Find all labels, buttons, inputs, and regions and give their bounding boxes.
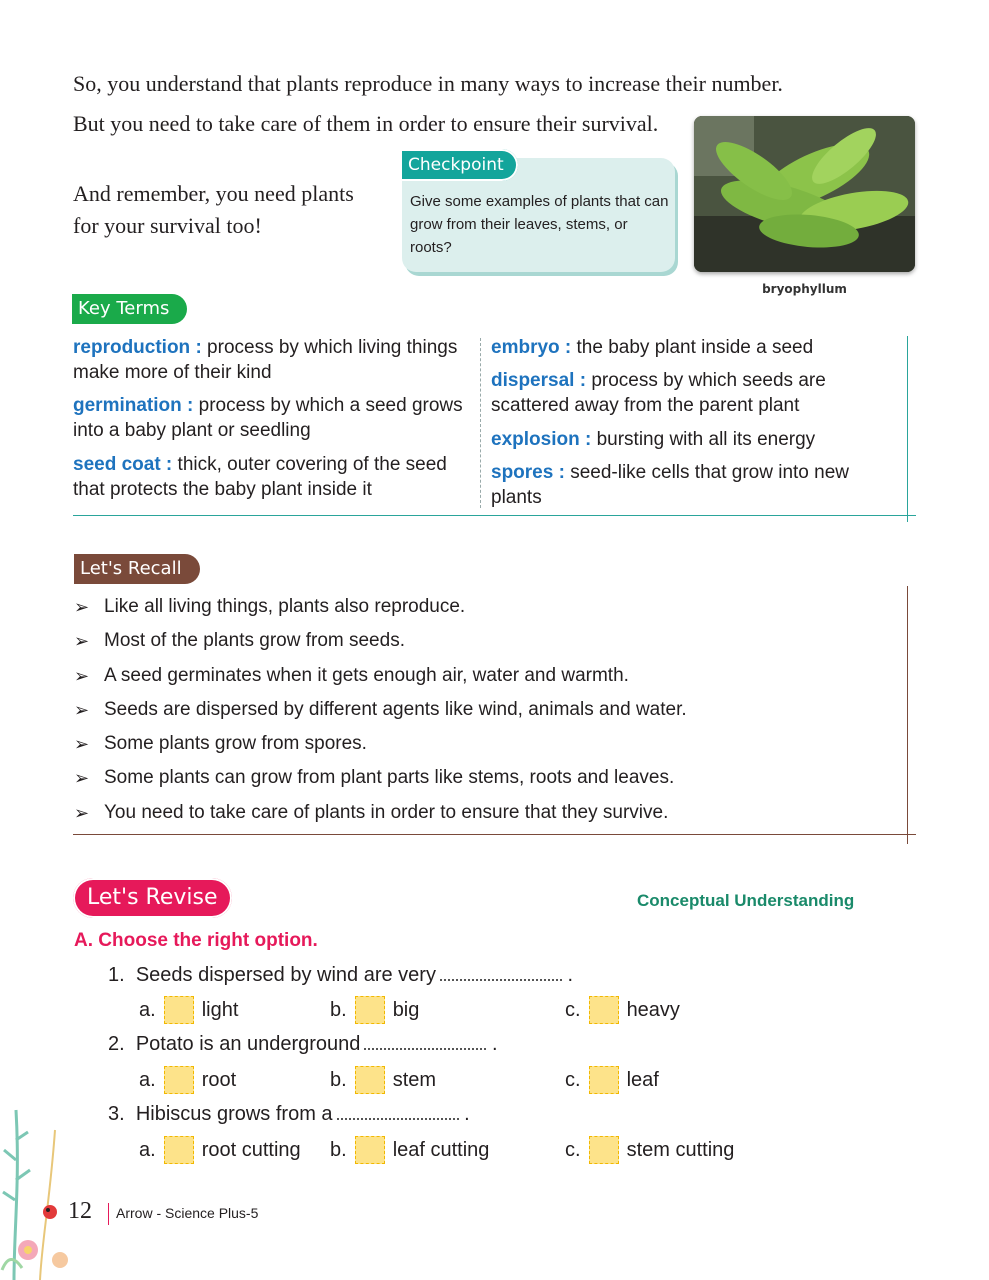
arrow-bullet-icon: ➢ bbox=[74, 734, 90, 755]
list-item: ➢ A seed germinates when it gets enough air, water and warmth. bbox=[74, 664, 629, 686]
recall-label: Let's Recall bbox=[74, 554, 200, 584]
recall-border-right bbox=[907, 586, 908, 844]
checkbox[interactable] bbox=[355, 996, 385, 1024]
key-term-reproduction: reproduction : process by which living things make more of their kind bbox=[73, 337, 458, 383]
intro-line-3: And remember, you need plants for your survival too! bbox=[73, 181, 354, 238]
recall-border-bottom bbox=[73, 834, 916, 835]
key-terms-border-bottom bbox=[73, 515, 916, 516]
recall-list bbox=[74, 596, 874, 836]
checkpoint-label: Checkpoint bbox=[400, 149, 518, 181]
category-label: Conceptual Understanding bbox=[637, 891, 855, 910]
list-item: ➢ You need to take care of plants in order to ensure that they survive. bbox=[74, 801, 669, 823]
bryophyllum-photo bbox=[694, 116, 915, 272]
checkbox[interactable] bbox=[589, 1066, 619, 1094]
key-term-dispersal: dispersal : process by which seeds are scattered away from the parent plant bbox=[491, 370, 826, 416]
key-term-germination: germination : process by which a seed grows into a baby plant or seedling bbox=[73, 395, 463, 441]
list-item: ➢ Seeds are dispersed by different agents like wind, animals and water. bbox=[74, 698, 687, 720]
list-item: ➢ Some plants grow from spores. bbox=[74, 733, 367, 755]
checkpoint-text: Give some examples of plants that can grow from their leaves, stems, or roots? bbox=[410, 193, 669, 256]
arrow-bullet-icon: ➢ bbox=[74, 699, 90, 720]
footer-divider bbox=[108, 1203, 109, 1225]
arrow-bullet-icon: ➢ bbox=[74, 802, 90, 823]
q3-option-a[interactable]: a. root cutting bbox=[139, 1136, 301, 1164]
q1-option-c[interactable]: c. heavy bbox=[565, 996, 680, 1024]
question-3: 3. Hibiscus grows from a . bbox=[108, 1103, 470, 1125]
list-item: ➢ Most of the plants grow from seeds. bbox=[74, 630, 405, 652]
list-item: ➢ Some plants can grow from plant parts like stems, roots and leaves. bbox=[74, 767, 675, 789]
key-terms-border-right bbox=[907, 336, 908, 522]
answer-blank bbox=[337, 1104, 459, 1120]
q3-option-b[interactable]: b. leaf cutting bbox=[330, 1136, 489, 1164]
q2-option-a[interactable]: a. root bbox=[139, 1066, 236, 1094]
arrow-bullet-icon: ➢ bbox=[74, 631, 90, 652]
checkbox[interactable] bbox=[589, 996, 619, 1024]
checkbox[interactable] bbox=[164, 1136, 194, 1164]
key-terms-divider bbox=[480, 338, 481, 508]
key-term-embryo: embryo : the baby plant inside a seed bbox=[491, 337, 814, 358]
answer-blank bbox=[440, 965, 562, 981]
revise-label: Let's Revise bbox=[73, 878, 232, 918]
intro-line-1: So, you understand that plants reproduce in many ways to increase their number. bbox=[73, 71, 783, 96]
key-term-explosion: explosion : bursting with all its energy bbox=[491, 429, 816, 450]
plant-image-icon bbox=[694, 116, 915, 272]
q2-option-b[interactable]: b. stem bbox=[330, 1066, 436, 1094]
checkbox[interactable] bbox=[589, 1136, 619, 1164]
section-a-heading: A. Choose the right option. bbox=[74, 930, 318, 951]
intro-line-2: But you need to take care of them in order to ensure their survival. bbox=[73, 111, 659, 136]
q3-option-c[interactable]: c. stem cutting bbox=[565, 1136, 734, 1164]
q1-option-a[interactable]: a. light bbox=[139, 996, 238, 1024]
key-terms-label: Key Terms bbox=[72, 294, 187, 324]
photo-caption: bryophyllum bbox=[762, 282, 847, 296]
list-item: ➢ Like all living things, plants also reproduce. bbox=[74, 596, 466, 617]
q2-option-c[interactable]: c. leaf bbox=[565, 1066, 659, 1094]
checkbox[interactable] bbox=[164, 1066, 194, 1094]
arrow-bullet-icon: ➢ bbox=[74, 665, 90, 686]
question-2: 2. Potato is an underground . bbox=[108, 1033, 498, 1055]
checkbox[interactable] bbox=[164, 996, 194, 1024]
q1-option-b[interactable]: b. big bbox=[330, 996, 419, 1024]
question-1: 1. Seeds dispersed by wind are very . bbox=[108, 964, 574, 986]
arrow-bullet-icon: ➢ bbox=[74, 597, 90, 617]
arrow-bullet-icon: ➢ bbox=[74, 768, 90, 789]
answer-blank bbox=[364, 1034, 486, 1050]
key-term-seed-coat: seed coat : thick, outer covering of the seed that protects the baby plant inside it bbox=[73, 454, 447, 500]
checkbox[interactable] bbox=[355, 1066, 385, 1094]
page-number: 12 bbox=[68, 1198, 92, 1224]
book-title: Arrow - Science Plus-5 bbox=[116, 1205, 259, 1221]
flower-decoration-icon bbox=[0, 1100, 72, 1280]
checkbox[interactable] bbox=[355, 1136, 385, 1164]
key-term-spores: spores : seed-like cells that grow into new plants bbox=[491, 462, 850, 508]
